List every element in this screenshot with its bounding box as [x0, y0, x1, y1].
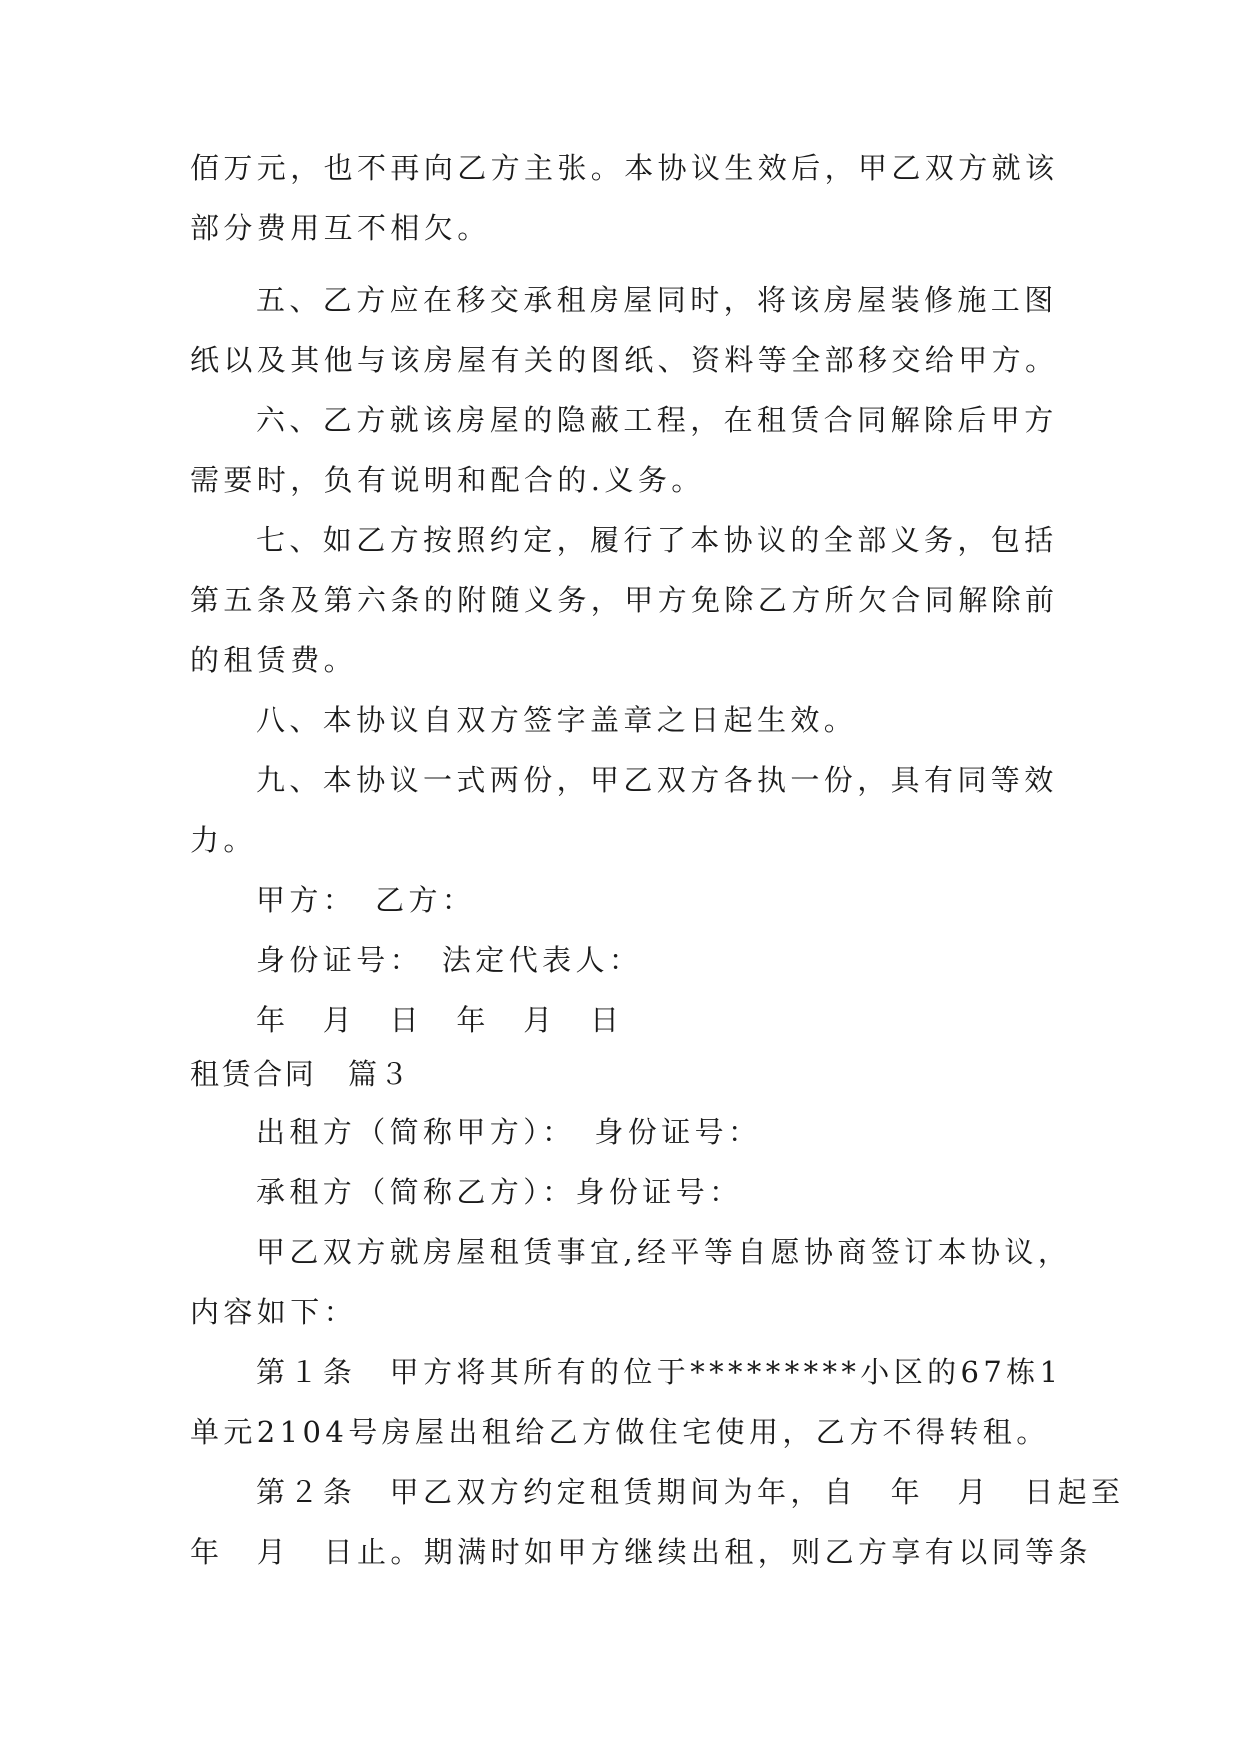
section-heading: 租赁合同 篇３ [190, 1057, 412, 1091]
signature-dates: 年 月 日 年 月 日 [256, 1003, 624, 1037]
paragraph-line: 部分费用互不相欠。 [190, 211, 491, 245]
clause-nine-line: 九、本协议一式两份，甲乙双方各执一份，具有同等效 [256, 763, 1058, 797]
intro-paragraph-line: 内容如下： [190, 1295, 358, 1329]
clause-five-line: 五、乙方应在移交承租房屋同时，将该房屋装修施工图 [256, 283, 1058, 317]
clause-five-line: 纸以及其他与该房屋有关的图纸、资料等全部移交给甲方。 [190, 343, 1059, 377]
lessor-line: 出租方（简称甲方）： 身份证号： [256, 1115, 762, 1149]
clause-seven-line: 的租赁费。 [190, 643, 358, 677]
paragraph-line: 佰万元，也不再向乙方主张。本协议生效后，甲乙双方就该 [190, 151, 1059, 185]
article-two-line: 第２条 甲乙双方约定租赁期间为年，自 年 月 日起至 [256, 1475, 1125, 1509]
signature-parties: 甲方： 乙方： [256, 883, 476, 917]
lessee-line: 承租方（简称乙方）：身份证号： [256, 1175, 743, 1209]
clause-seven-line: 七、如乙方按照约定，履行了本协议的全部义务，包括 [256, 523, 1058, 557]
article-one-line: 第１条 甲方将其所有的位于*********小区的67栋1 [256, 1355, 1063, 1389]
clause-nine-line: 力。 [190, 823, 257, 857]
clause-six-line: 需要时，负有说明和配合的.义务。 [190, 463, 705, 497]
clause-eight-line: 八、本协议自双方签字盖章之日起生效。 [256, 703, 858, 737]
article-one-line: 单元2104号房屋出租给乙方做住宅使用，乙方不得转租。 [190, 1415, 1050, 1449]
signature-ids: 身份证号： 法定代表人： [256, 943, 643, 977]
clause-seven-line: 第五条及第六条的附随义务，甲方免除乙方所欠合同解除前 [190, 583, 1059, 617]
article-two-line: 年 月 日止。期满时如甲方继续出租，则乙方享有以同等条 [190, 1535, 1092, 1569]
intro-paragraph-line: 甲乙双方就房屋租赁事宜,经平等自愿协商签订本协议， [256, 1235, 1072, 1269]
clause-six-line: 六、乙方就该房屋的隐蔽工程，在租赁合同解除后甲方 [256, 403, 1058, 437]
